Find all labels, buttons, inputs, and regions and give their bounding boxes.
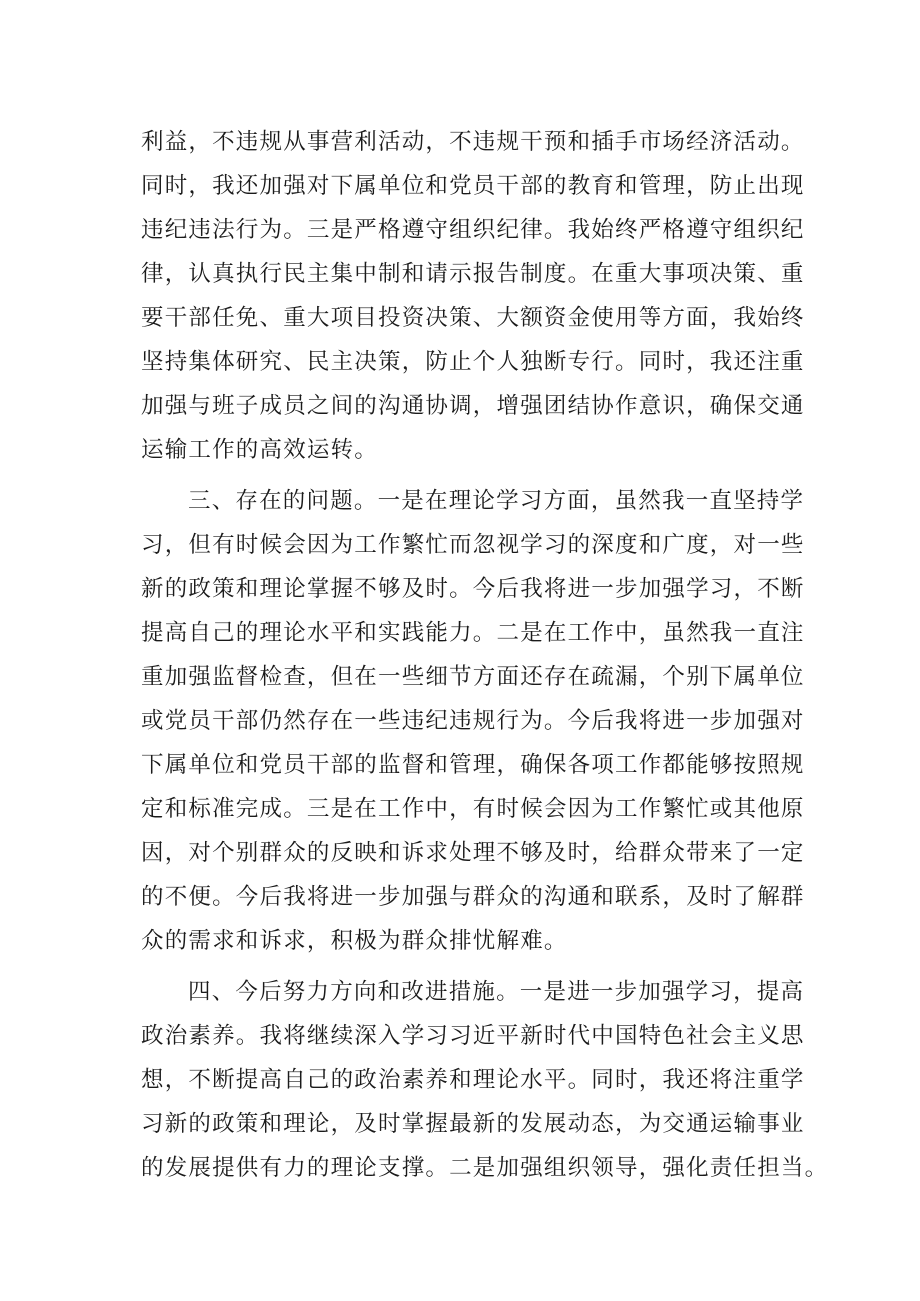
paragraph: [141, 479, 805, 963]
text-line: 下属单位和党员干部的监督和管理，确保各项工作都能够按照规: [141, 752, 805, 778]
text-line: 运输工作的高效运转。: [141, 437, 379, 463]
text-line: 四、今后努力方向和改进措施。一是进一步加强学习，提高: [188, 979, 805, 1005]
text-line: 或党员干部仍然存在一些违纪违规行为。今后我将进一步加强对: [141, 708, 805, 734]
text-line: 定和标准完成。三是在工作中，有时候会因为工作繁忙或其他原: [141, 796, 805, 822]
text-line: 律，认真执行民主集中制和请示报告制度。在重大事项决策、重: [141, 261, 805, 287]
text-line: 想，不断提高自己的政治素养和理论水平。同时，我还将注重学: [141, 1067, 805, 1093]
body-text: [141, 120, 829, 1190]
text-line: 的发展提供有力的理论支撑。二是加强组织领导，强化责任担当。: [141, 1155, 829, 1181]
text-line: 习新的政策和理论，及时掌握最新的发展动态，为交通运输事业: [141, 1111, 805, 1137]
text-line: 因，对个别群众的反映和诉求处理不够及时，给群众带来了一定: [141, 840, 805, 866]
text-line: 提高自己的理论水平和实践能力。二是在工作中，虽然我一直注: [141, 620, 805, 646]
text-line: 违纪违法行为。三是严格遵守组织纪律。我始终严格遵守组织纪: [141, 217, 805, 243]
text-line: 利益，不违规从事营利活动，不违规干预和插手市场经济活动。: [141, 129, 805, 155]
paragraph: [141, 120, 805, 472]
text-line: 众的需求和诉求，积极为群众排忧解难。: [141, 928, 568, 954]
text-line: 坚持集体研究、民主决策，防止个人独断专行。同时，我还注重: [141, 349, 805, 375]
text-line: 的不便。今后我将进一步加强与群众的沟通和联系，及时了解群: [141, 884, 805, 910]
text-line: 习，但有时候会因为工作繁忙而忽视学习的深度和广度，对一些: [141, 532, 805, 558]
paragraph-gap: [141, 963, 801, 970]
paragraph: [141, 970, 829, 1190]
text-line: 政治素养。我将继续深入学习习近平新时代中国特色社会主义思: [141, 1023, 805, 1049]
text-line: 要干部任免、重大项目投资决策、大额资金使用等方面，我始终: [141, 305, 805, 331]
text-line: 三、存在的问题。一是在理论学习方面，虽然我一直坚持学: [188, 488, 805, 514]
text-line: 重加强监督检查，但在一些细节方面还存在疏漏，个别下属单位: [141, 664, 805, 690]
text-line: 同时，我还加强对下属单位和党员干部的教育和管理，防止出现: [141, 173, 805, 199]
paragraph-gap: [141, 472, 801, 479]
text-line: 加强与班子成员之间的沟通协调，增强团结协作意识，确保交通: [141, 393, 805, 419]
text-line: 新的政策和理论掌握不够及时。今后我将进一步加强学习，不断: [141, 576, 805, 602]
